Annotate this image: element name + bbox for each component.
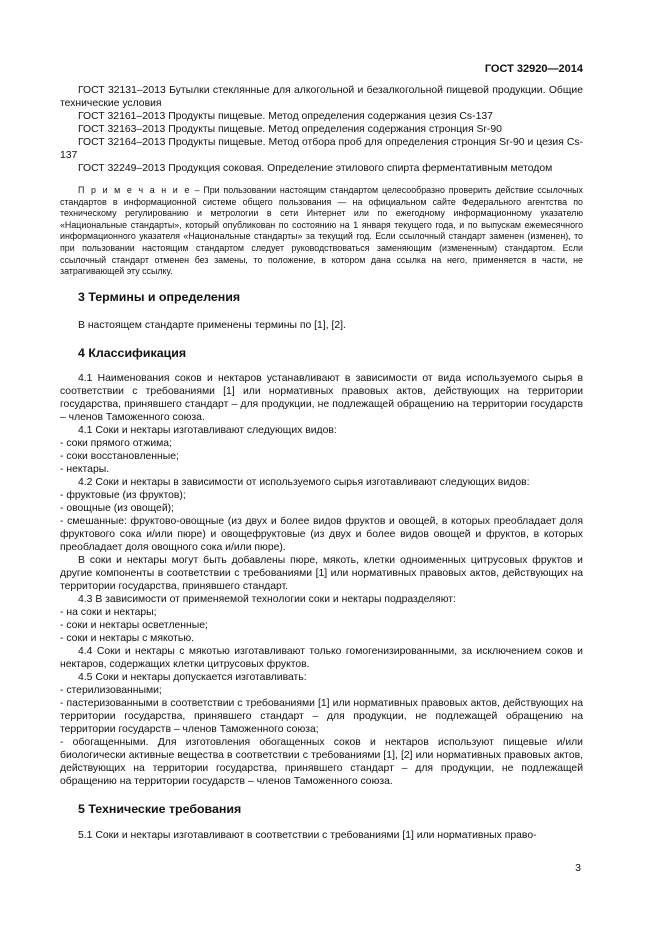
page-number: 3 [575, 862, 581, 874]
list-item: - пастеризованными в соответствии с требованиями [1] или нормативных правовых актов, действующих на территории государства, принявшего стандарт – для продукции, не подлежащей обращению на территории государств – членов Таможенного союза; [60, 697, 583, 735]
paragraph: 4.1 Соки и нектары изготавливают следующих видов: [78, 424, 337, 436]
page-content [60, 84, 583, 842]
reference-item: ГОСТ 32249–2013 Продукция соковая. Определение этилового спирта ферментативным методом [78, 163, 553, 174]
paragraph: 4.5 Соки и нектары допускается изготавливать: [78, 671, 307, 683]
note-text: – При пользовании настоящим стандартом целесообразно проверить действие ссылочных стандартов в информационной системе общего пользования — на официальном сайте Федерального агентства по техническому регулированию и метрологии в сети Интернет или по ежегодному информационному указателю «Национальные стандарты», который опубликован по состоянию на 1 января текущего года, и по выпускам ежемесячного информационного указателя «Национальные стандарты» за текущий год. Если ссылочный стандарт заменен (изменен), то при пользовании настоящим стандартом следует руководствоваться заменяющим (измененным) стандартом. Если ссылочный стандарт отменен без замены, то положение, в котором дана ссылка на него, применяется в части, не затрагивающей эту ссылку. [60, 185, 583, 277]
paragraph: 4.2 Соки и нектары в зависимости от используемого сырья изготавливают следующих видов: [78, 476, 530, 488]
section-3-text: В настоящем стандарте применены термины по [1], [2]. [78, 319, 346, 331]
list-item: - на соки и нектары; [60, 606, 157, 618]
list-item: - соки восстановленные; [60, 450, 179, 462]
note-label: П р и м е ч а н и е [78, 185, 191, 195]
list-item: - смешанные: фруктово-овощные (из двух и более видов фруктов и овощей, в которых преобладает доля фруктового сока и/или пюре) и овощефруктовые (из двух и более видов овощей и фруктов, в которых преобладает доля овощного сока и/или пюре). [60, 515, 583, 553]
list-item: - обогащенными. Для изготовления обогащенных соков и нектаров используют пищевые и/или биологически активные вещества в соответствии с требованиями [1], [2] или нормативных правовых актов, действующих на территории государства, принявшего стандарт – для продукции, не подлежащей обращению на территории государств – членов Таможенного союза. [60, 736, 583, 787]
paragraph: В соки и нектары могут быть добавлены пюре, мякоть, клетки одноименных цитрусовых фруктов и другие компоненты в соответствии с требованиями [1] или нормативных правовых актов, действующих на территории государства, принявшего стандарт. [60, 554, 583, 592]
paragraph: 4.4 Соки и нектары с мякотью изготавливают только гомогенизированными, за исключением соков и нектаров, содержащих клетки цитрусовых фруктов. [60, 645, 583, 670]
paragraph: 4.1 Наименования соков и нектаров устанавливают в зависимости от вида используемого сырья в соответствии с требованиями [1] или нормативных правовых актов, действующих на территории государства, принявшего стандарт – для продукции, не подлежащей обращению на территории государств – членов Таможенного союза. [60, 372, 583, 423]
reference-item: ГОСТ 32164–2013 Продукты пищевые. Метод отбора проб для определения стронция Sr-90 и цезия Cs-137 [60, 137, 583, 161]
paragraph: 4.3 В зависимости от применяемой технологии соки и нектары подразделяют: [78, 593, 456, 605]
note-paragraph [60, 185, 583, 278]
reference-item: ГОСТ 32163–2013 Продукты пищевые. Метод определения содержания стронция Sr-90 [78, 124, 502, 135]
section-4-title: 4 Классификация [78, 345, 187, 360]
section-4-body [60, 372, 583, 788]
document-code: ГОСТ 32920—2014 [484, 63, 583, 75]
reference-item: ГОСТ 32131–2013 Бутылки стеклянные для алкогольной и безалкогольной пищевой продукции. Общие технические условия [60, 85, 583, 109]
list-item: - стерилизованными; [60, 684, 162, 696]
list-item: - соки и нектары осветленные; [60, 619, 208, 631]
references-list [60, 84, 583, 175]
list-item: - соки прямого отжима; [60, 437, 172, 449]
section-5-text: 5.1 Соки и нектары изготавливают в соответствии с требованиями [1] или нормативных право- [78, 829, 537, 841]
list-item: - соки и нектары с мякотью. [60, 632, 195, 644]
section-3-title: 3 Термины и определения [78, 289, 241, 304]
section-5-title: 5 Технические требования [78, 801, 242, 816]
list-item: - нектары. [60, 463, 110, 475]
list-item: - овощные (из овощей); [60, 502, 174, 514]
list-item: - фруктовые (из фруктов); [60, 489, 186, 501]
reference-item: ГОСТ 32161–2013 Продукты пищевые. Метод определения содержания цезия Cs-137 [78, 111, 493, 122]
